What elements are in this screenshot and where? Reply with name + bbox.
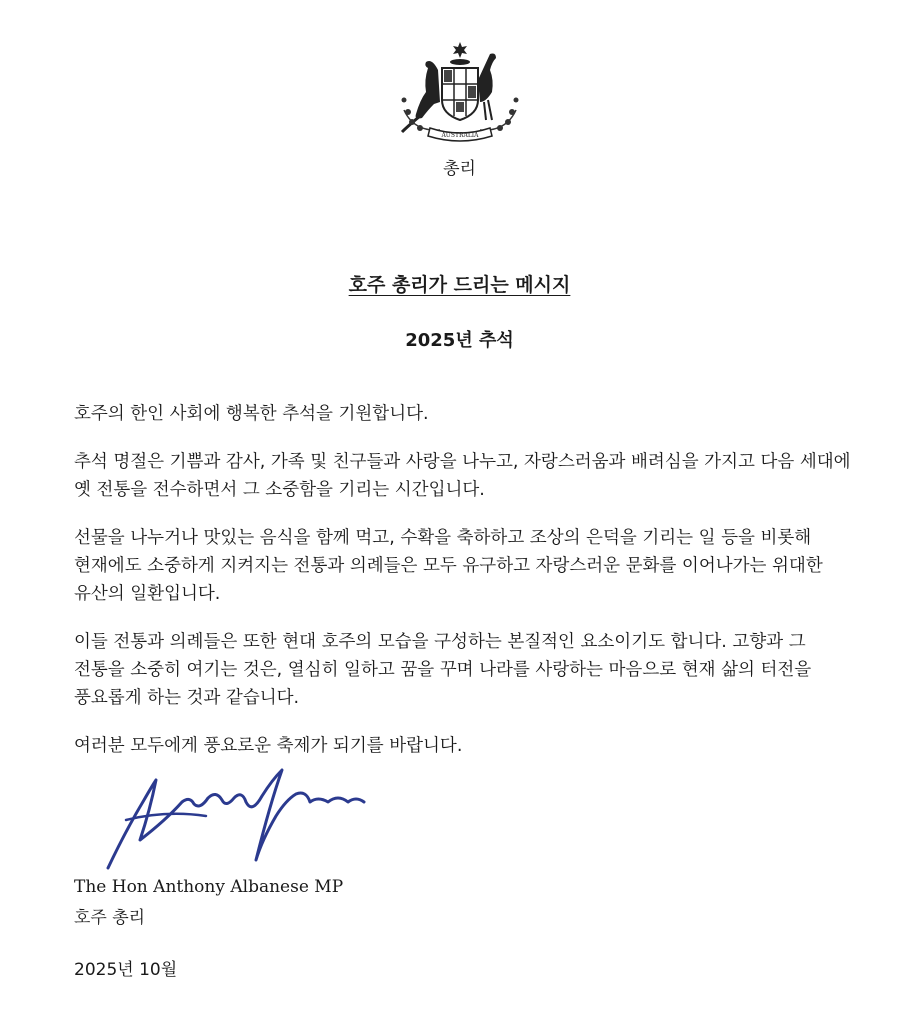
office-label: 총리 — [443, 159, 476, 179]
australian-coat-of-arms-icon — [394, 40, 526, 148]
paragraph-1: 호주의 한인 사회에 행복한 추석을 기원합니다. — [74, 404, 429, 424]
letter-title: 호주 총리가 드리는 메시지 — [348, 274, 571, 296]
paragraph-4: 이들 전통과 의례들은 또한 현대 호주의 모습을 구성하는 본질적인 요소이기도 합니다. 고향과 그 전통을 소중히 여기는 것은, 열심히 일하고 꿈을 꾸며 나라를 사랑하는 마음으로 현재 삶의 터전을 풍요롭게 하는 것과 같습니다. — [74, 632, 812, 708]
paragraph-5: 여러분 모두에게 풍요로운 축제가 되기를 바랍니다. — [74, 736, 463, 756]
signatory-role: 호주 총리 — [74, 908, 146, 928]
letter-subtitle: 2025년 추석 — [405, 330, 514, 351]
letter-date: 2025년 10월 — [74, 960, 178, 980]
paragraph-2: 추석 명절은 기쁨과 감사, 가족 및 친구들과 사랑을 나누고, 자랑스러움과 배려심을 가지고 다음 세대에 옛 전통을 전수하면서 그 소중함을 기리는 시간입니다. — [74, 452, 851, 500]
handwritten-signature — [86, 760, 376, 880]
paragraph-3: 선물을 나누거나 맛있는 음식을 함께 먹고, 수확을 축하하고 조상의 은덕을 기리는 일 등을 비롯해 현재에도 소중하게 지켜지는 전통과 의례들은 모두 유구하고 자랑스러운 문화를 이어나가는 위대한 유산의 일환입니다. — [74, 528, 823, 604]
signatory-name: The Hon Anthony Albanese MP — [74, 877, 344, 897]
letter-body — [74, 400, 864, 780]
svg-text:AUSTRALIA: AUSTRALIA — [441, 132, 479, 139]
